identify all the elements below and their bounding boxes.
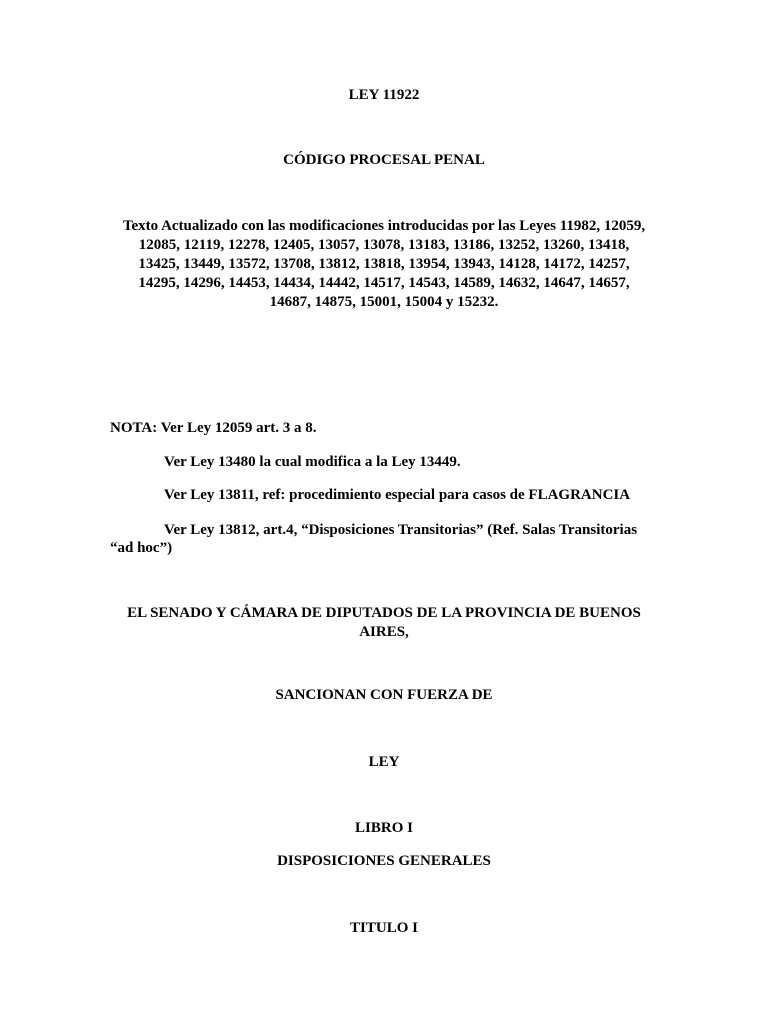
update-text-line: 14295, 14296, 14453, 14434, 14442, 14517, 14543, 14589, 14632, 14647, 14657, [138,275,630,291]
senate-heading-line: AIRES, [359,624,409,640]
disposiciones-heading: DISPOSICIONES GENERALES [277,853,491,869]
note-2: Ver Ley 13480 la cual modifica a la Ley 13449. [164,454,461,470]
law-title: LEY 11922 [348,87,420,103]
titulo-heading: TITULO I [350,920,418,936]
note-4-line-2: “ad hoc”) [110,540,173,556]
update-text-line: Texto Actualizado con las modificaciones introducidas por las Leyes 11982, 12059, [122,218,646,234]
update-text-line: 12085, 12119, 12278, 12405, 13057, 13078, 13183, 13186, 13252, 13260, 13418, [138,237,630,253]
update-text-line: 14687, 14875, 15001, 15004 y 15232. [269,294,499,310]
code-title: CÓDIGO PROCESAL PENAL [283,152,485,168]
update-text-line: 13425, 13449, 13572, 13708, 13812, 13818, 13954, 13943, 14128, 14172, 14257, [138,256,630,272]
note-1: NOTA: Ver Ley 12059 art. 3 a 8. [110,420,317,436]
update-text [0,217,768,312]
note-3: Ver Ley 13811, ref: procedimiento especial para casos de FLAGRANCIA [164,487,631,503]
senate-heading-line: EL SENADO Y CÁMARA DE DIPUTADOS DE LA PROVINCIA DE BUENOS [127,605,641,621]
sancionan-heading: SANCIONAN CON FUERZA DE [275,687,493,703]
note-4-line-1: Ver Ley 13812, art.4, “Disposiciones Transitorias” (Ref. Salas Transitorias [164,522,638,538]
senate-heading [0,604,768,642]
libro-heading: LIBRO I [355,820,413,836]
ley-heading: LEY [368,754,400,770]
